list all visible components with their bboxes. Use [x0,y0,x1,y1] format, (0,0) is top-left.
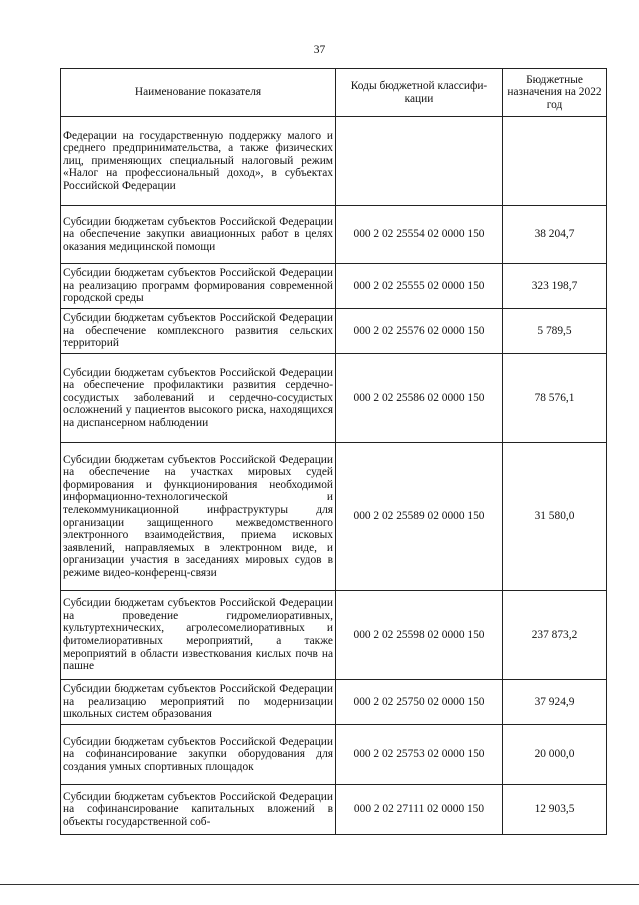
row-code: 000 2 02 25589 02 0000 150 [336,443,503,591]
row-name: Субсидии бюджетам субъектов Российской Федерации на обеспечение комплексного развития сельских территорий [61,309,336,354]
header-amount: Бюджетные назначения на 2022 год [503,69,607,117]
table-row [61,117,607,206]
table-row [61,309,607,354]
table-row [61,443,607,591]
row-amount: 38 204,7 [503,206,607,264]
row-amount: 5 789,5 [503,309,607,354]
row-code: 000 2 02 25554 02 0000 150 [336,206,503,264]
row-name: Субсидии бюджетам субъектов Российской Федерации на обеспечение закупки авиационных работ в целях оказания медицинской помощи [61,206,336,264]
row-amount: 31 580,0 [503,443,607,591]
row-code: 000 2 02 25586 02 0000 150 [336,354,503,443]
page-number: 37 [313,44,326,56]
row-name: Субсидии бюджетам субъектов Российской Федерации на обеспечение на участках мировых судей формирования и функционирования необходимой информационно-технологической и телекоммуникационной инфраструктуры для организации защищенного межведомственного электронного взаимодействия, приема исковых заявлений, направляемых в электронном виде, и организации участия в заседаниях мировых судов в режиме видео-конференц-связи [61,443,336,591]
row-code: 000 2 02 25555 02 0000 150 [336,264,503,309]
row-code: 000 2 02 25750 02 0000 150 [336,680,503,725]
row-amount [503,117,607,206]
row-amount: 78 576,1 [503,354,607,443]
table-header-row [61,69,607,117]
row-name: Субсидии бюджетам субъектов Российской Федерации на реализацию программ формирования современной городской среды [61,264,336,309]
table-row [61,264,607,309]
table-row [61,785,607,835]
row-name: Субсидии бюджетам субъектов Российской Федерации на софинансирование закупки оборудования для создания умных спортивных площадок [61,725,336,785]
row-name: Субсидии бюджетам субъектов Российской Федерации на обеспечение профилактики развития сердечно-сосудистых заболеваний и сердечно-сосудистых осложнений у пациентов высокого риска, находящихся на диспансерном наблюдении [61,354,336,443]
budget-table [60,68,607,835]
row-name: Субсидии бюджетам субъектов Российской Федерации на проведение гидромелиоративных, культуртехнических, агролесомелиоративных и фитомелиоративных мероприятий, а также мероприятий в области известкования кислых почв на пашне [61,591,336,680]
row-code [336,117,503,206]
row-amount: 12 903,5 [503,785,607,835]
row-name: Субсидии бюджетам субъектов Российской Федерации на реализацию мероприятий по модернизации школьных систем образования [61,680,336,725]
row-code: 000 2 02 25598 02 0000 150 [336,591,503,680]
row-amount: 20 000,0 [503,725,607,785]
table-row [61,725,607,785]
row-code: 000 2 02 25576 02 0000 150 [336,309,503,354]
row-amount: 37 924,9 [503,680,607,725]
table-row [61,206,607,264]
row-code: 000 2 02 27111 02 0000 150 [336,785,503,835]
row-amount: 237 873,2 [503,591,607,680]
row-amount: 323 198,7 [503,264,607,309]
table-row [61,591,607,680]
header-codes: Коды бюджетной классифи-кации [336,69,503,117]
table-row [61,680,607,725]
row-name: Субсидии бюджетам субъектов Российской Федерации на софинансирование капитальных вложений в объекты государственной соб- [61,785,336,835]
row-code: 000 2 02 25753 02 0000 150 [336,725,503,785]
table-row [61,354,607,443]
header-name: Наименование показателя [61,69,336,117]
bottom-rule [0,884,639,885]
row-name: Федерации на государственную поддержку малого и среднего предпринимательства, а также физических лиц, применяющих специальный налоговый режим «Налог на профессиональный доход», в субъектах Российской Федерации [61,117,336,206]
